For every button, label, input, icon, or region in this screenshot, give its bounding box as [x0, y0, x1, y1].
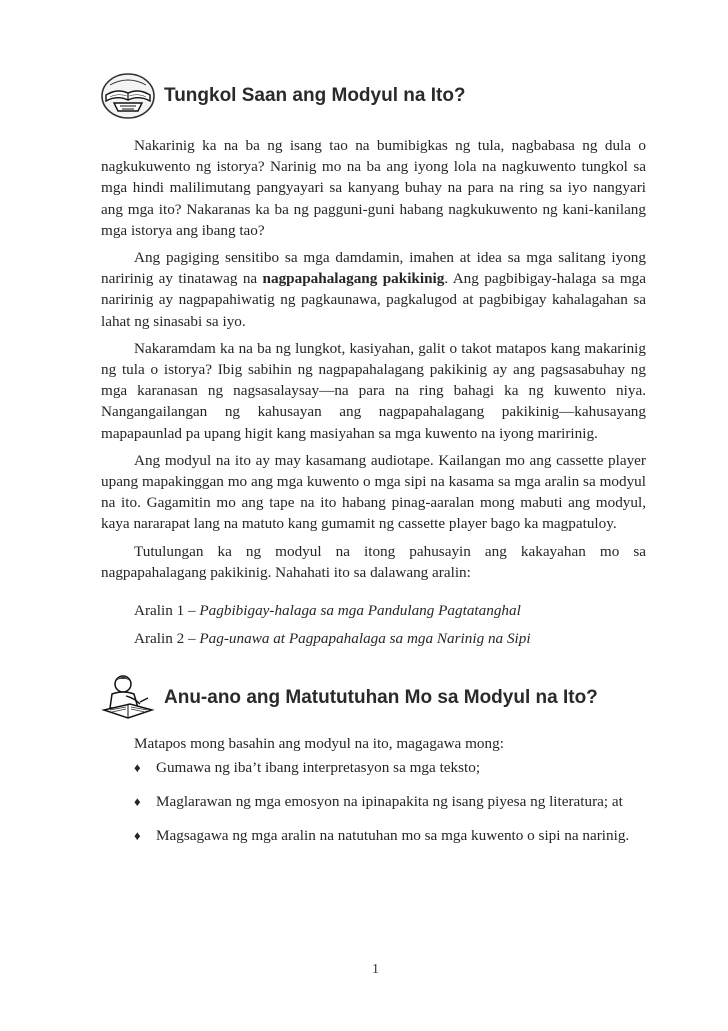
list-item-text: Gumawa ng iba’t ibang interpretasyon sa mga teksto;	[156, 759, 481, 776]
list-item-text: Maglarawan ng mga emosyon na ipinapakita ng isang piyesa ng literatura; at	[156, 793, 623, 810]
lesson-title: Pagbibigay-halaga sa mga Pandulang Pagtatanghal	[199, 602, 521, 619]
section-title: Anu-ano ang Matututuhan Mo sa Modyul na Ito?	[164, 687, 598, 708]
objectives-list	[134, 757, 664, 859]
objectives-lead: Matapos mong basahin ang modyul na ito, magagawa mong:	[134, 735, 504, 752]
open-book-icon	[100, 71, 156, 121]
lesson-item	[134, 628, 531, 649]
section-title: Tungkol Saan ang Modyul na Ito?	[164, 85, 466, 106]
diamond-bullet-icon: ♦	[134, 760, 141, 775]
paragraph: Tutulungan ka ng modyul na itong pahusayin ang kakayahan mo sa nagpapahalagang pakikinig. Nahahati ito sa dalawang aralin:	[101, 542, 646, 581]
paragraph: Ang modyul na ito ay may kasamang audiotape. Kailangan mo ang cassette player upang mapakinggan mo ang mga kuwento o mga sipi na kasama sa mga aralin sa modyul na ito. Gagamitin mo ang tape na ito habang pinag-aaralan mong mabuti ang modyul, kaya nararapat lang na matuto kang gumamit ng cassette player bago ka magpatuloy.	[101, 451, 646, 533]
paragraph: Nakaramdam ka na ba ng lungkot, kasiyahan, galit o takot matapos kang makarinig ng tula o istorya? Ibig sabihin ng nagpapahalagang pakikinig ay ang pagsasabuhay ng mga karanasan ng nagsasalaysay—na para na ring bahagi ka ng kuwento niya. Nangangailangan ng kahusayan ang nagpapahalagang pakikinig—kahusayang mapapaunlad pa upang higit kang masiyahan sa mga kuwento na iyong maririnig.	[101, 339, 646, 442]
list-item-text: Magsagawa ng mga aralin na natutuhan mo sa mga kuwento o sipi na narinig.	[156, 827, 630, 844]
lesson-label: Aralin 1 –	[134, 602, 196, 619]
paragraph	[101, 247, 646, 332]
page-number: 1	[372, 962, 379, 977]
list-item	[134, 825, 664, 859]
lesson-label: Aralin 2 –	[134, 630, 196, 647]
list-item	[134, 791, 664, 825]
diamond-bullet-icon: ♦	[134, 794, 141, 809]
section-heading-learning	[100, 672, 660, 722]
paragraph: Nakarinig ka na ba ng isang tao na bumibigkas ng tula, nagbabasa ng dula o nagkukuwento ng istorya? Narinig mo na ba ang iyong lola na nagkuwento tungkol sa mga hindi malilimutang pangyayari sa kanyang buhay na para na ring sa iyo nangyari ang mga ito? Nakaranas ka ba ng pagguni-guni habang nagkukuwento ng kani-kanilang mga istorya ang ibang tao?	[101, 137, 646, 239]
lesson-item	[134, 600, 521, 621]
section-heading-about	[100, 71, 660, 121]
diamond-bullet-icon: ♦	[134, 828, 141, 843]
student-reading-icon	[100, 672, 156, 722]
list-item	[134, 757, 664, 791]
intro-body	[101, 135, 646, 589]
lesson-title: Pag-unawa at Pagpapahalaga sa mga Narinig na Sipi	[199, 630, 531, 647]
key-term: nagpapahalagang pakikinig	[262, 270, 445, 288]
paragraph-text: Ang pagiging sensitibo sa mga damdamin, imahen at idea sa mga salitang iyong naririnig ay tinatawag na	[101, 249, 646, 288]
paragraph-text: . Ang pagbibigay-halaga sa mga naririnig ay nagpapahiwatig ng pagkaunawa, pagkalugod at pagbibigay kahalagahan sa lahat ng sinasabi sa iyo.	[101, 270, 646, 330]
